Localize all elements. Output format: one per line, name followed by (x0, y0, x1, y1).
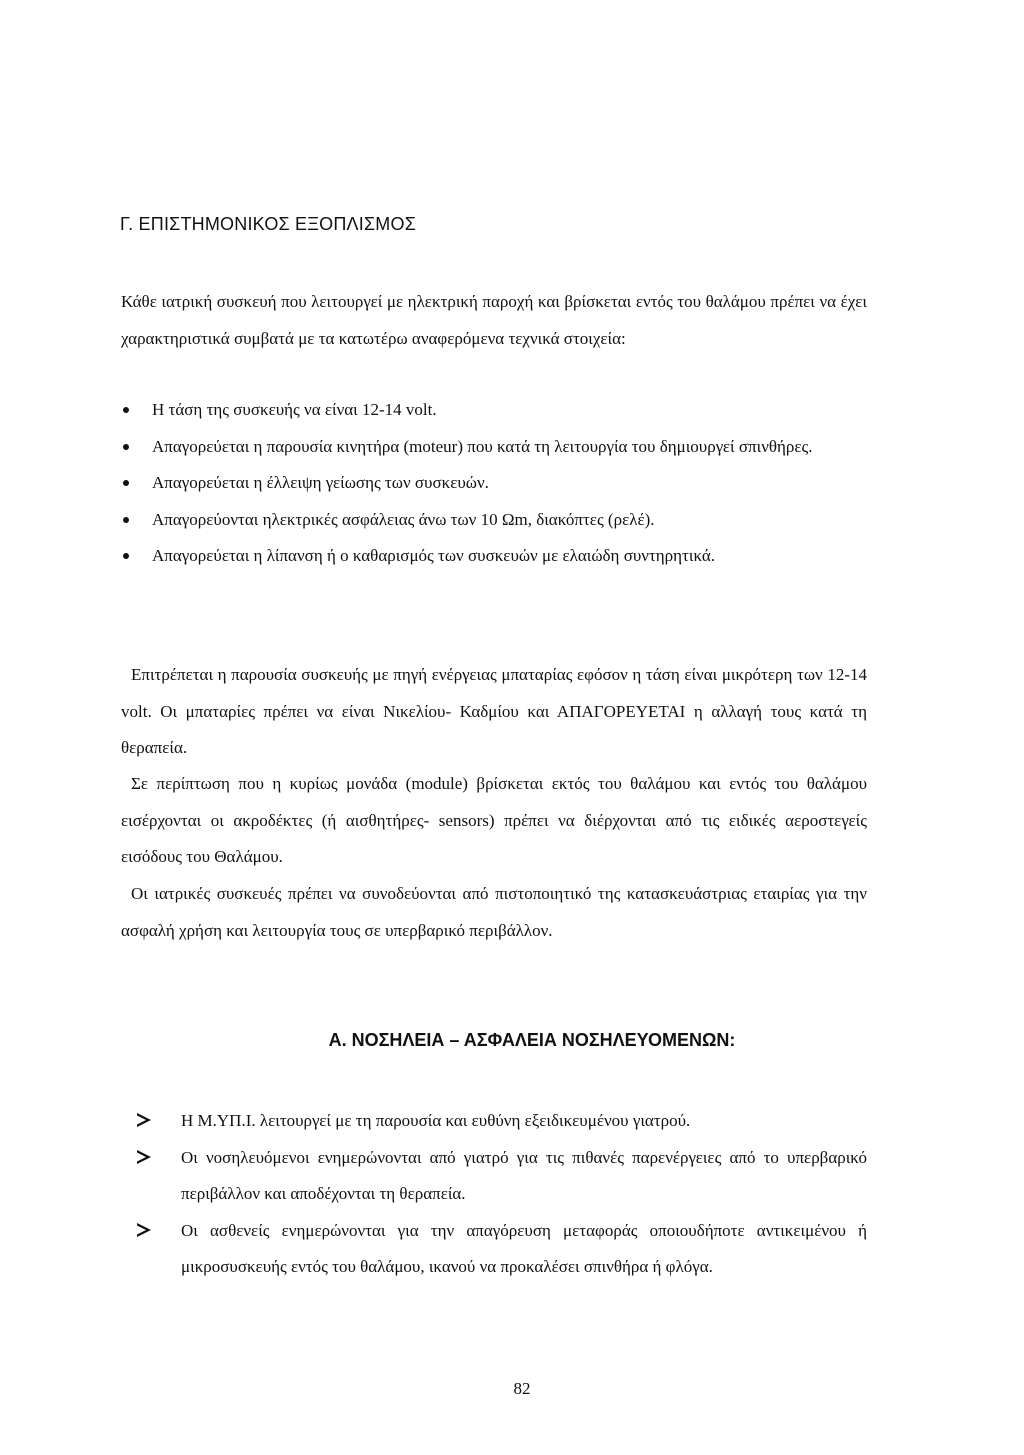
list-item: Απαγορεύεται η παρουσία κινητήρα (moteur) που κατά τη λειτουργία του δημιουργεί σπινθήρες. (121, 429, 867, 466)
intro-paragraph: Κάθε ιατρική συσκευή που λειτουργεί με ηλεκτρική παροχή και βρίσκεται εντός του θαλάμου πρέπει να έχει χαρακτηριστικά συμβατά με τα κατωτέρω αναφερόμενα τεχνικά στοιχεία: (121, 292, 867, 348)
bullet-dot-icon (123, 480, 129, 486)
list-item: Απαγορεύεται η λίπανση ή ο καθαρισμός των συσκευών με ελαιώδη συντηρητικά. (121, 538, 867, 575)
module-paragraph: Σε περίπτωση που η κυρίως μονάδα (module) βρίσκεται εκτός του θαλάμου και εντός του θαλάμου εισέρχονται οι ακροδέκτες (ή αισθητήρες- sensors) πρέπει να διέρχονται από τις ειδικές αεροστεγείς εισόδους του Θαλάμου. (121, 774, 867, 866)
battery-paragraph: Επιτρέπεται η παρουσία συσκευής με πηγή ενέργειας μπαταρίας εφόσον η τάση είναι μικρότερη των 12-14 volt. Οι μπαταρίες πρέπει να είναι Νικελίου- Καδμίου και ΑΠΑΓΟΡΕΥΕΤΑΙ η αλλαγή τους κατά τη θεραπεία. (121, 665, 867, 757)
patient-safety-list (136, 1103, 867, 1286)
arrowhead-bullet-icon (136, 1112, 152, 1128)
arrowhead-bullet-icon (136, 1222, 152, 1238)
section-a-title: Α. ΝΟΣΗΛΕΙΑ – ΑΣΦΑΛΕΙΑ ΝΟΣΗΛΕΥΟΜΕΝΩΝ: (328, 1030, 736, 1050)
arrowhead-bullet-icon (136, 1149, 152, 1165)
bullet-dot-icon (123, 407, 129, 413)
section-c-title: Γ. ΕΠΙΣΤΗΜΟΝΙΚΟΣ ΕΞΟΠΛΙΣΜΟΣ (120, 214, 417, 234)
certificate-paragraph: Οι ιατρικές συσκευές πρέπει να συνοδεύονται από πιστοποιητικό της κατασκευάστριας εταιρίας για την ασφαλή χρήση και λειτουργία τους σε υπερβαρικό περιβάλλον. (121, 884, 867, 940)
list-item: Οι νοσηλευόμενοι ενημερώνονται από γιατρό για τις πιθανές παρενέργειες από το υπερβαρικό περιβάλλον και αποδέχονται τη θεραπεία. (136, 1140, 867, 1213)
technical-requirements-list (121, 392, 867, 575)
list-item: Οι ασθενείς ενημερώνονται για την απαγόρευση μεταφοράς οποιουδήποτε αντικειμένου ή μικροσυσκευής εντός του θαλάμου, ικανού να προκαλέσει σπινθήρα ή φλόγα. (136, 1213, 867, 1286)
bullet-dot-icon (123, 444, 129, 450)
page-number: 82 (513, 1379, 531, 1398)
list-item: Απαγορεύονται ηλεκτρικές ασφάλειας άνω των 10 Ωm, διακόπτες (ρελέ). (121, 502, 867, 539)
list-item: Απαγορεύεται η έλλειψη γείωσης των συσκευών. (121, 465, 867, 502)
list-item: Η Μ.ΥΠ.Ι. λειτουργεί με τη παρουσία και ευθύνη εξειδικευμένου γιατρού. (136, 1103, 867, 1140)
bullet-dot-icon (123, 553, 129, 559)
list-item: Η τάση της συσκευής να είναι 12-14 volt. (121, 392, 867, 429)
bullet-dot-icon (123, 517, 129, 523)
